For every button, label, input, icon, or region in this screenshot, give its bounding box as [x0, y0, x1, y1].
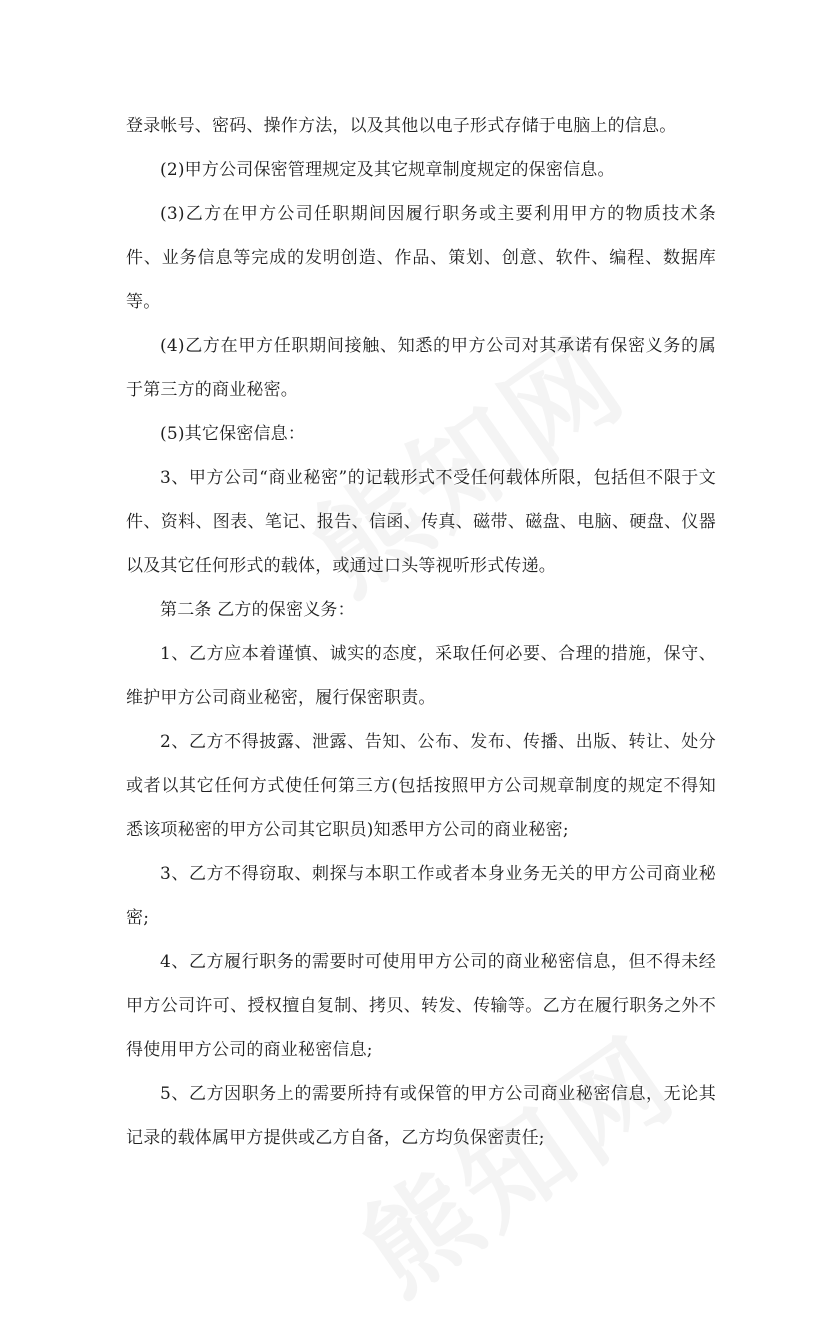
paragraph: (5)其它保密信息：: [160, 424, 306, 444]
document-body: [126, 104, 716, 1160]
paragraph: 2、乙方不得披露、泄露、告知、公布、发布、传播、出版、转让、处分或者以其它任何方式使任何第三方(包括按照甲方公司规章制度的规定不得知悉该项秘密的甲方公司其它职员)知悉甲方公司的商业秘密;: [126, 732, 716, 840]
section-heading: 第二条 乙方的保密义务：: [160, 600, 355, 620]
paragraph: 4、乙方履行职务的需要时可使用甲方公司的商业秘密信息，但不得未经甲方公司许可、授权擅自复制、拷贝、转发、传输等。乙方在履行职务之外不得使用甲方公司的商业秘密信息;: [126, 952, 716, 1060]
paragraph: (2)甲方公司保密管理规定及其它规章制度规定的保密信息。: [160, 160, 615, 180]
paragraph: 5、乙方因职务上的需要所持有或保管的甲方公司商业秘密信息，无论其记录的载体属甲方提供或乙方自备，乙方均负保密责任;: [126, 1084, 716, 1148]
paragraph: (4)乙方在甲方任职期间接触、知悉的甲方公司对其承诺有保密义务的属于第三方的商业秘密。: [126, 336, 716, 400]
paragraph: (3)乙方在甲方公司任职期间因履行职务或主要利用甲方的物质技术条件、业务信息等完成的发明创造、作品、策划、创意、软件、编程、数据库等。: [126, 204, 716, 312]
paragraph: 1、乙方应本着谨慎、诚实的态度，采取任何必要、合理的措施，保守、维护甲方公司商业秘密，履行保密职责。: [126, 644, 716, 708]
paragraph: 3、甲方公司“商业秘密”的记载形式不受任何载体所限，包括但不限于文件、资料、图表、笔记、报告、信函、传真、磁带、磁盘、电脑、硬盘、仪器以及其它任何形式的载体，或通过口头等视听形式传递。: [126, 468, 716, 576]
paragraph: 3、乙方不得窃取、刺探与本职工作或者本身业务无关的甲方公司商业秘密;: [126, 864, 716, 928]
paragraph: 登录帐号、密码、操作方法，以及其他以电子形式存储于电脑上的信息。: [126, 116, 677, 136]
